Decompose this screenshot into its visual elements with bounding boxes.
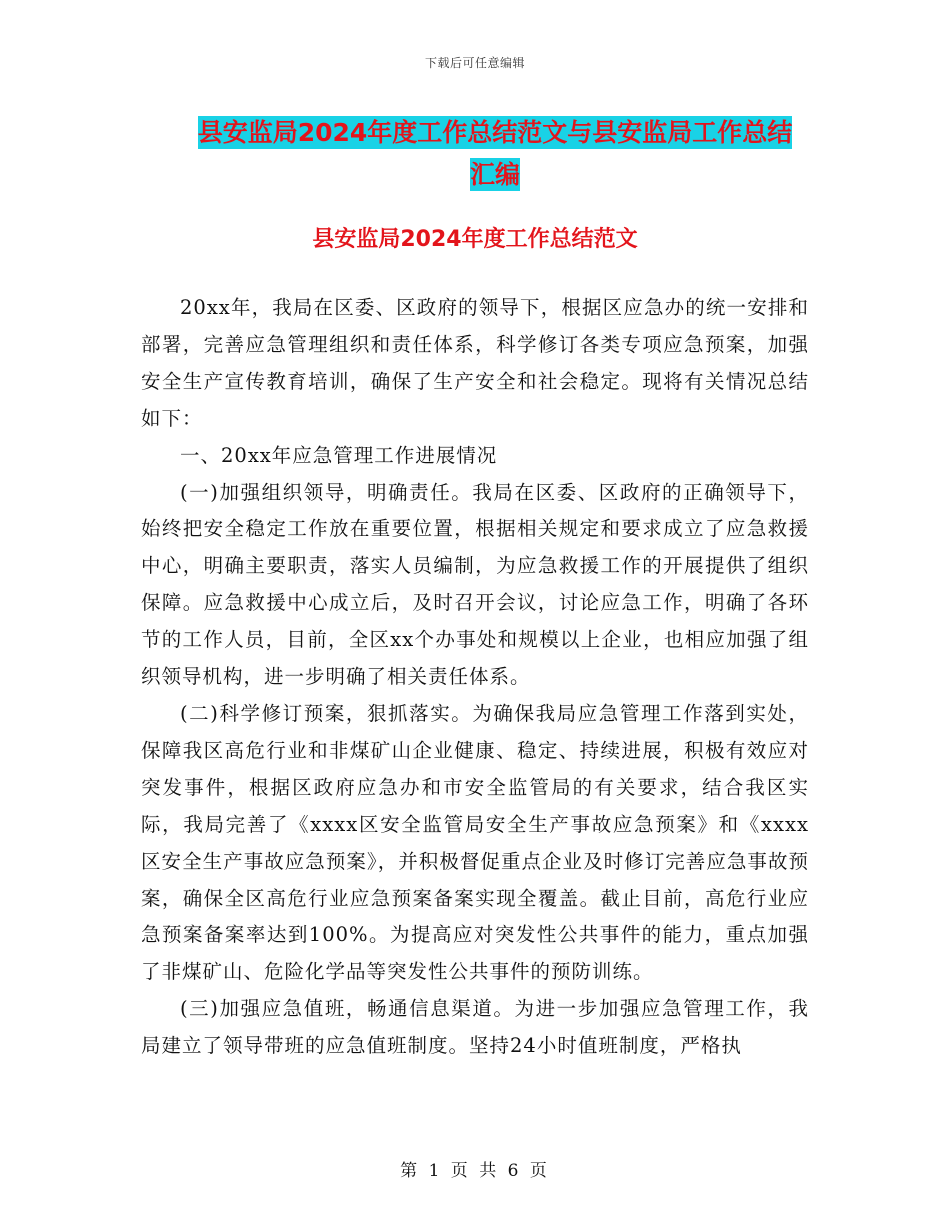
document-title-line1: 县安监局2024年度工作总结范文与县安监局工作总结 — [197, 118, 793, 147]
paragraph: (二)科学修订预案，狠抓落实。为确保我局应急管理工作落到实处，保障我区高危行业和非煤矿山企业健康、稳定、持续进展，积极有效应对突发事件，根据区政府应急办和市安全监管局的有关要求，结合我区实际，我局完善了《xxxx区安全监管局安全生产事故应急预案》和《xxxx区安全生产事故应急预案》，并积极督促重点企业及时修订完善应急事故预案，确保全区高危行业应急预案备案实现全覆盖。截止目前，高危行业应急预案备案率达到100%。为提高应对突发性公共事件的能力，重点加强了非煤矿山、危险化学品等突发性公共事件的预防训练。 — [141, 701, 809, 984]
section-title: 县安监局2024年度工作总结范文 — [312, 227, 638, 252]
paragraph: 20xx年，我局在区委、区政府的领导下，根据区应急办的统一安排和部署，完善应急管理组织和责任体系，科学修订各类专项应急预案，加强安全生产宣传教育培训，确保了生产安全和社会稳定。现将有关情况总结如下： — [141, 296, 809, 430]
paragraph: (三)加强应急值班，畅通信息渠道。为进一步加强应急管理工作，我局建立了领导带班的应急值班制度。坚持24小时值班制度，严格执 — [141, 997, 809, 1058]
header-note: 下载后可任意编辑 — [424, 56, 525, 70]
document-title — [150, 112, 840, 196]
page-indicator: 第 1 页 共 6 页 — [400, 1161, 550, 1181]
document-title-line2: 汇编 — [469, 160, 520, 189]
paragraph: 一、20xx年应急管理工作进展情况 — [180, 443, 498, 467]
document-body — [141, 290, 809, 1065]
paragraph: (一)加强组织领导，明确责任。我局在区委、区政府的正确领导下，始终把安全稳定工作放在重要位置，根据相关规定和要求成立了应急救援中心，明确主要职责，落实人员编制，为应急救援工作的开展提供了组织保障。应急救援中心成立后，及时召开会议，讨论应急工作，明确了各环节的工作人员，目前，全区xx个办事处和规模以上企业，也相应加强了组织领导机构，进一步明确了相关责任体系。 — [141, 480, 809, 689]
